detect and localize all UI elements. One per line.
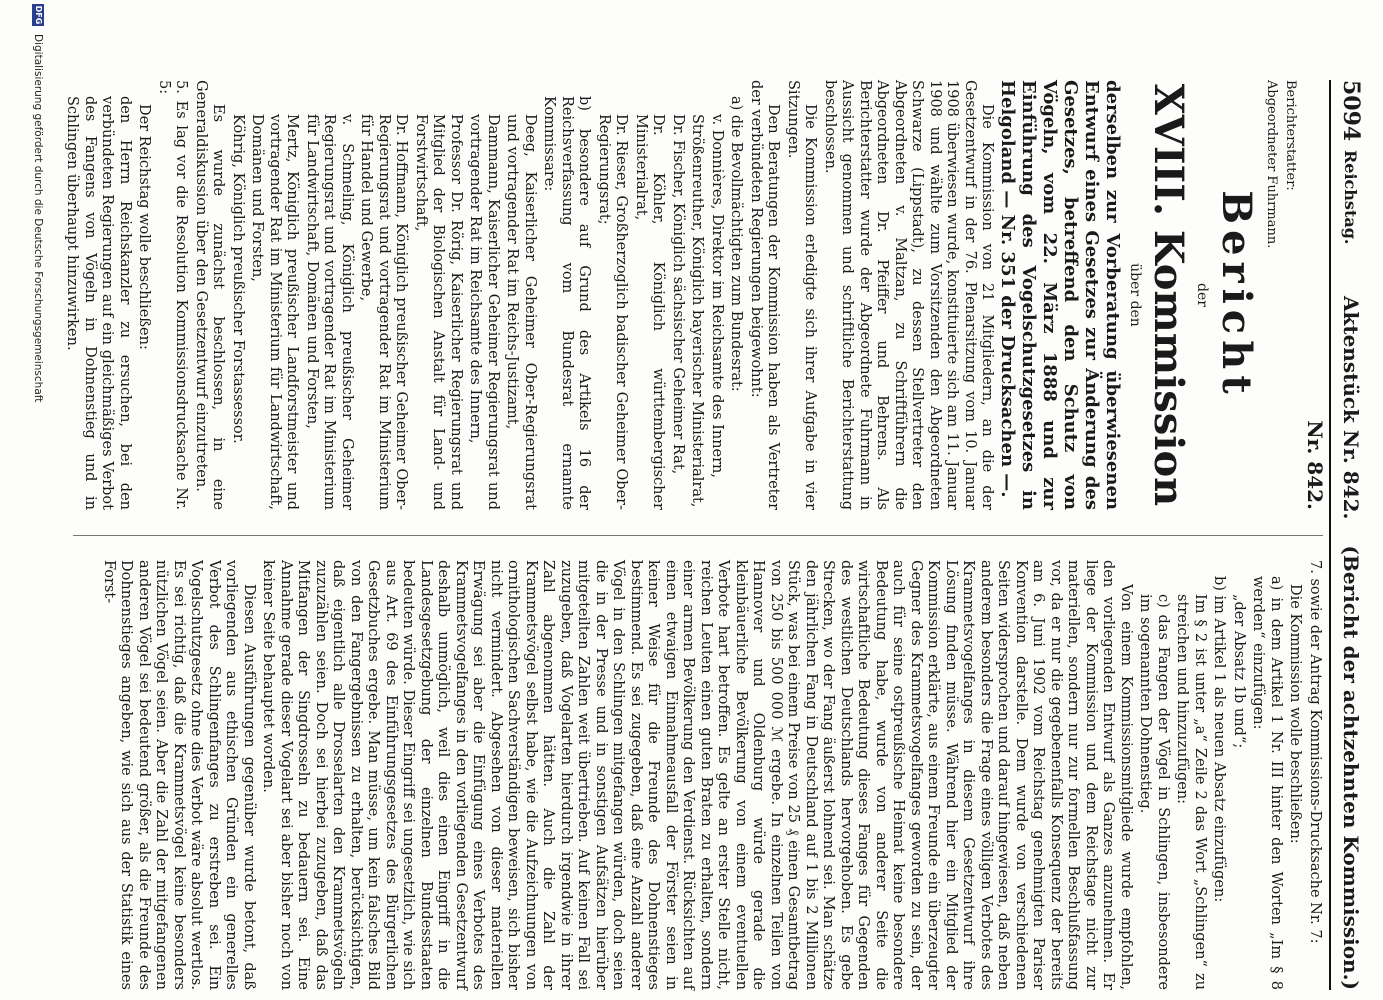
left-column [63, 80, 1327, 510]
list-item: Dr. Fischer, Königlich sächsischer Geheimer Rat, [670, 114, 686, 475]
paragraph: 5. Es lag vor die Resolution Kommissionsdrucksache Nr. 5: [156, 80, 190, 510]
paragraph: Die Kommission wolle beschließen: [1287, 584, 1304, 844]
list-item: Strößenreuther, Königlich bayerischer Ministerialrat, [689, 114, 706, 508]
doc-number: Nr. 842. [1303, 420, 1327, 510]
page-number: 5094 [1338, 80, 1364, 142]
header-middle-text: Aktenstück Nr. 842. [1339, 295, 1363, 520]
list-item: Professor Dr. Rörig, Kaiserlicher Regierungsrat und Mitglied der Biologischen Anstalt für Land- und Forstwirtschaft, [413, 114, 464, 510]
list-item: Im § 2 ist unter „a“ Zeile 2 das Wort „Schlingen“ zu streichen und hinzuzufügen: [1174, 594, 1208, 990]
digitization-text: Digitalisierung gefördert durch die Deutsche Forschungsgemeinschaft [32, 34, 44, 403]
list-item: Mertz, Königlich preußischer Landforstmeister und vortragender Rat im Ministerium für Landwirtschaft, Domänen und Forsten, [249, 114, 301, 510]
header-right-text: (Bericht der achtzehnten Kommission.) [1339, 545, 1363, 990]
paragraph: den Herrn Reichskanzler zu ersuchen, bei den verbündeten Regierungen auf ein gleichmäßiges Verbot des Fangens von Vögeln in Dohnenstieg und in Schlingen überhaupt hinzuwirken. [64, 96, 133, 510]
paragraph: 7. sowie der Antrag Kommissions-Drucksache Nr. 7: [1307, 560, 1323, 944]
paragraph: Von einem Kommissionsmitgliede wurde empfohlen, den vorliegenden Entwurf als Ganzes anzunehmen. Er liege der Kommission und dem Reichstage nicht zur materiellen, sondern nur zur formellen Beschlußfassung vor, da er nur die gegebenenfalls Konsequenz der bereits am 6. Juni 1902 vom Reichstag genehmigten Pariser Konvention darstelle. Dem wurde von verschiedenen Seiten widersprochen und darauf hingewiesen, daß neben anderem besonders die Frage eines völligen Verbotes des Krammetsvogelfanges in diesem Gesetzentwurf ihre Lösung finden müsse. Während hier ein Mitglied der Kommission erklärte, aus einem Freunde ein überzeugter Gegner des Krammetsvogelfanges geworden zu sein, der auch für seine ostpreußische Heimat keine besondere Bedeutung habe, wurde von anderer Seite die wirtschaftliche Bedeutung dieses Fanges für Gegenden des westlichen Deutschlands hervorgehoben. Es gebe Strecken, wo der Fang äußerst lohnend sei. Man schätze den jährlichen Fang in Deutschland auf 1 bis 2 Millionen Stück, was bei einem Preise von 25 ₰ einen Gesamtbetrag von 250 bis 500 000 ℳ ergebe. In einzelnen Teilen von Hannover und Oldenburg würde gerade die kleinbäuerliche Bevölkerung von einem eventuellen Verbote hart betroffen. Es gelte an erster Stelle nicht, reichen Leuten einen guten Braten zu erhalten, sondern einer armen Bevölkerung den Verdienst. Rücksichten auf einen etwaigen Einnahmeausfall der Förster seien in keiner Weise für die Freunde des Dohnenstieges bestimmend. Es sei zugegeben, daß eine Anzahl anderer Vögel in den Schlingen mitgefangen würden, doch seien die in der Presse und in sonstigen Aufsätzen hierüber mitgeteilten Zahlen weit übertrieben. Auf keinen Fall sei zuzugeben, daß Vogelarten hierdurch irgendwie in ihrer Zahl abgenommen hätten. Auch die Zahl der Krammetsvögel selbst habe, wie die Aufzeichnungen von ornithologischen Sachverständigen beweisen, sich bisher nicht vermindert. Abgesehen von dieser materiellen Erwägung sei aber die Einfügung eines Verbotes des Krammetsvogelfanges in den vorliegenden Gesetzentwurf deshalb unmöglich, weil dies einen Eingriff in die Landesgesetzgebung der einzelnen Bundesstaaten bedeuten würde. Dieser Eingriff sei ungesetzlich, wie sich aus Art. 69 des Einführungsgesetzes des Bürgerlichen Gesetzbuches ergebe. Man müsse, um kein falsches Bild von den Fangergebnissen zu erhalten, berücksichtigen, daß eigentlich alle Drosselarten den Krammetsvögeln zuzuzählen seien. Doch sei hierbei zuzugeben, daß das Mitfangen der Singdrosseln zu bedauern sei. Eine Annahme gerade dieser Vogelart sei aber bisher noch von keiner Seite behauptet worden. [260, 560, 1134, 990]
paragraph: Es wurde zunächst beschlossen, in eine Generaldiskussion über den Gesetzentwurf einzutreten. [193, 80, 227, 510]
dfg-logo-icon: DFG [34, 5, 43, 25]
list-item: Dr. Rieser, Großherzoglich badischer Geheimer Ober-Regierungsrat; [596, 114, 630, 510]
list-intro: b) besondere auf Grund des Artikels 16 der Reichsverfassung vom Bundesrat ernannte Kommissare: [541, 96, 593, 510]
running-header [1329, 80, 1371, 990]
subject-heading: derselben zur Vorberatung überwiesenen Entwurf eines Gesetzes zur Änderung des Gesetzes, betreffend den Schutz von Vögeln, vom 22. März 1888 und zur Einführung des Vogelschutzgesetzes in Helgoland — Nr. 351 der Drucksachen —. [997, 80, 1124, 510]
title-bericht: Bericht [1213, 190, 1261, 400]
paragraph: Der Reichstag wolle beschließen: [136, 104, 153, 350]
paragraph: Die Kommission von 21 Mitgliedern, an die der Gesetzentwurf in der 76. Plenarsitzung vom 10. Januar 1908 überwiesen wurde, konstituierte sich am 11. Januar 1908 und wählte zum Vorsitzenden den Abgeordneten Schwarze (Lippstadt), zu dessen Stellvertreter den Abgeordneten v. Maltzan, zu Schriftführern die Abgeordneten Dr. Pfeiffer und Behrens. Als Berichterstatter wurde der Abgeordnete Fuhrmann in Aussicht genommen und schriftliche Berichterstattung beschlossen. [822, 80, 996, 510]
list-intro: a) die Bevollmächtigten zum Bundesrat: [728, 96, 745, 392]
right-column [63, 560, 1323, 990]
paragraph: Diesen Ausführungen gegenüber wurde betont, daß vorliegenden aus ethischen Gründen ein generelles Verbot des Schlingenfanges zu erstreben sei. Ein Vogelschutzgesetz ohne dies Verbot wäre absolut wertlos. Es sei richtig, daß die Krammetsvögel keine besonders nützlichen Vögel seien. Aber die Zahl der mitgefangenen anderen Vögel sei bedeutend größer, als die Freunde des Dohnenstieges angeben, wie sich aus der Statistik eines Forst- [101, 560, 257, 990]
header-left-text: Reichstag. [1341, 150, 1361, 245]
list-item: a) in dem Artikel 1 Nr. III hinter den Worten „Im § 8 werden“ einzufügen: [1250, 576, 1284, 990]
paragraph: Den Beratungen der Kommission haben als Vertreter der verbündeten Regierungen beigewohnt: [748, 80, 782, 510]
list-item: v. Schmeling, Königlich preußischer Geheimer Regierungsrat und vortragender Rat im Ministerium für Landwirtschaft, Domänen und Forsten, [304, 114, 355, 510]
digitization-note [23, 4, 53, 994]
list-item: Deeg, Kaiserlicher Geheimer Ober-Regierungsrat und vortragender Rat im Reichs-Justizamt, [504, 114, 538, 510]
list-item: „der Absatz 1b und“; [1231, 594, 1247, 749]
list-item: Dr. Köhler, Königlich württembergischer Ministerialrat, [633, 114, 667, 510]
rapporteur-label: Berichterstatter: [1283, 80, 1299, 191]
list-item: c) das Fangen der Vögel in Schlingen, insbesondere im sogenannten Dohnenstieg. [1137, 594, 1171, 990]
rapporteur-name: Abgeordneter Fuhrmann. [1264, 80, 1279, 249]
column-divider [73, 535, 1323, 536]
paragraph: Die Kommission erledigte sich ihrer Aufgabe in vier Sitzungen. [785, 80, 819, 510]
list-item: Dr. Hoffmann, Königlich preußischer Geheimer Ober-Regierungsrat und vortragender Rat im Ministerium für Handel und Gewerbe, [358, 114, 410, 510]
title-ueber: über den [1127, 263, 1143, 327]
list-item: v. Donnières, Direktor im Reichsamte des Innern, [709, 114, 725, 478]
title-commission: XVIII. Kommission [1145, 83, 1192, 507]
title-der: der [1194, 283, 1211, 307]
list-item: b) im Artikel 1 als neuen Absatz einzufügen: [1211, 576, 1228, 903]
list-item: Dammann, Kaiserlicher Geheimer Regierungsrat und vortragender Rat im Reichsamte des Innern, [467, 114, 501, 510]
list-item: Köhrig, Königlich preußischer Forstassessor. [230, 114, 246, 444]
page-content [63, 80, 1383, 990]
